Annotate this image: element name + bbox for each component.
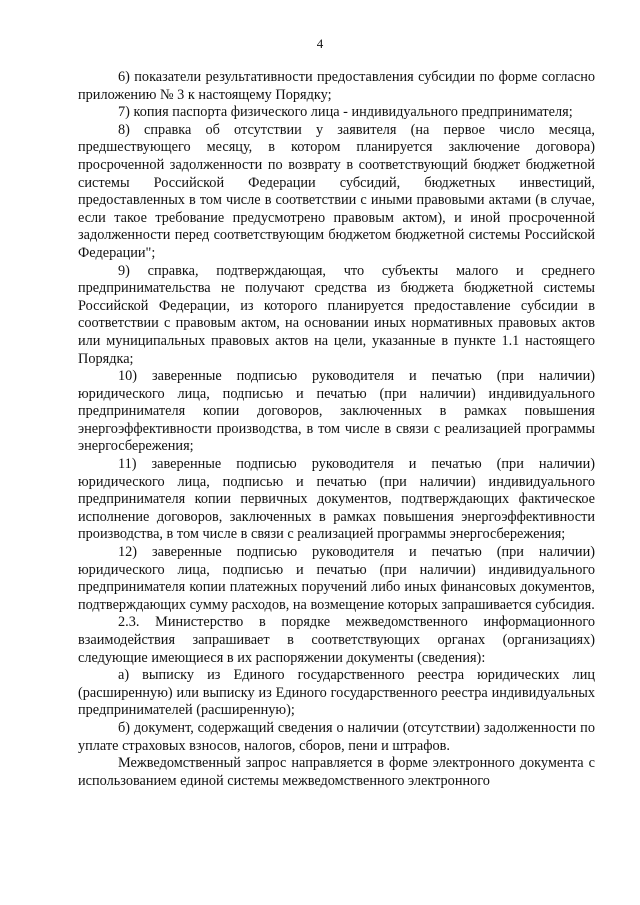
paragraph-subitem-a: а) выписку из Единого государственного реестра юридических лиц (расширенную) или выписку из Единого государственного реестра индивидуальных предпринимателей (расширенную); [78,667,595,719]
paragraph-item-11: 11) заверенные подписью руководителя и печатью (при наличии) юридического лица, подписью и печатью (при наличии) индивидуального предпринимателя копии первичных документов, подтверждающих фактическое исполнение договоров, заключенных в рамках повышения энергоэффективности производства, в том числе в связи с реализацией программы энергосбережения; [78,456,595,543]
paragraph-item-10: 10) заверенные подписью руководителя и печатью (при наличии) юридического лица, подписью и печатью (при наличии) индивидуального предпринимателя копии договоров, заключенных в рамках повышения энергоэффективности производства, в том числе в связи с реализацией программы энергосбережения; [78,368,595,455]
paragraph-item-6: 6) показатели результативности предоставления субсидии по форме согласно приложению № 3 к настоящему Порядку; [78,69,595,103]
page-number: 4 [316,36,324,51]
paragraph-item-12: 12) заверенные подписью руководителя и печатью (при наличии) юридического лица, подписью и печатью (при наличии) индивидуального предпринимателя копии платежных поручений либо иных финансовых документов, подтверждающих сумму расходов, на возмещение которых запрашивается субсидия. [78,544,595,613]
document-body [78,69,595,790]
paragraph-interdepartmental-request: Межведомственный запрос направляется в форме электронного документа с использованием единой системы межведомственного электронного [78,755,595,789]
paragraph-subitem-b: б) документ, содержащий сведения о наличии (отсутствии) задолженности по уплате страховых взносов, налогов, сборов, пени и штрафов. [78,719,595,754]
paragraph-item-9: 9) справка, подтверждающая, что субъекты малого и среднего предпринимательства не получают средства из бюджета бюджетной системы Российской Федерации, из которого планируется предоставление субсидии в соответствии с правовым актом, на основании иных нормативных правовых актов или муниципальных правовых актов на цели, указанные в пункте 1.1 настоящего Порядка; [78,262,595,367]
paragraph-item-7: 7) копия паспорта физического лица - индивидуального предпринимателя; [118,104,573,121]
paragraph-section-2-3: 2.3. Министерство в порядке межведомственного информационного взаимодействия запрашивает в соответствующих органах (организациях) следующие имеющиеся в их распоряжении документы (сведения): [78,614,595,666]
paragraph-item-8: 8) справка об отсутствии у заявителя (на первое число месяца, предшествующего месяцу, в котором планируется заключение договора) просроченной задолженности по возврату в соответствующий бюджет бюджетной системы Российской Федерации субсидий, бюджетных инвестиций, предоставленных в том числе в соответствии с иными правовыми актами (в случае, если такое требование предусмотрено правовым актом), и иной просроченной задолженности перед соответствующим бюджетом бюджетной системы Российской Федерации"; [78,121,595,261]
